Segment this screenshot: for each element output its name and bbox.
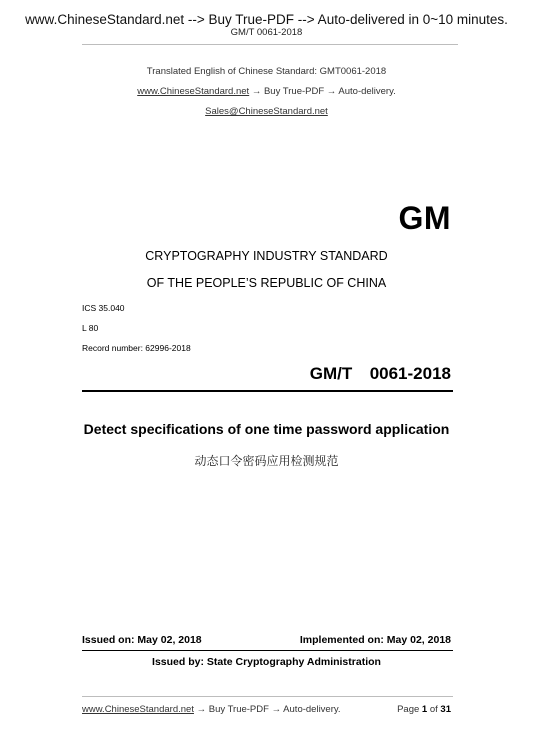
page-indicator: [397, 704, 451, 715]
standard-title-line1: CRYPTOGRAPHY INDUSTRY STANDARD: [145, 249, 388, 263]
dates-divider: [82, 650, 453, 651]
footer-link-line: [82, 704, 341, 715]
page-current: 1: [421, 704, 428, 715]
page-total: 31: [440, 704, 451, 715]
gm-mark: GM: [398, 200, 451, 236]
footer-divider: [82, 696, 453, 697]
document-title-en: Detect specifications of one time password application: [83, 421, 450, 437]
issued-by: Issued by: State Cryptography Administration: [152, 656, 381, 668]
issued-on: Issued on: May 02, 2018: [82, 634, 202, 646]
header-doc-code: GM/T 0061-2018: [230, 27, 303, 38]
site-suffix: → Buy True-PDF → Auto-delivery.: [249, 86, 396, 97]
email-link[interactable]: Sales@ChineseStandard.net: [205, 106, 328, 117]
page-of: of: [429, 704, 438, 715]
footer-site-suffix: → Buy True-PDF → Auto-delivery.: [193, 704, 341, 715]
site-link[interactable]: www.ChineseStandard.net: [137, 86, 250, 97]
email-line: [0, 106, 533, 117]
translated-line: Translated English of Chinese Standard: GMT0061-2018: [146, 66, 387, 77]
standard-code: GM/T 0061-2018: [309, 364, 451, 383]
record-number: Record number: 62996-2018: [82, 343, 191, 353]
footer-site-link[interactable]: www.ChineseStandard.net: [82, 704, 194, 715]
top-banner: www.ChineseStandard.net --> Buy True-PDF --> Auto-delivered in 0~10 minutes.: [25, 12, 508, 27]
standard-title-line2: OF THE PEOPLE’S REPUBLIC OF CHINA: [146, 276, 387, 290]
intro-link-line: [0, 86, 533, 97]
classification-code: L 80: [82, 323, 99, 333]
implemented-on: Implemented on: May 02, 2018: [299, 634, 451, 646]
ics-code: ICS 35.040: [82, 303, 125, 313]
document-title-cn: 动态口令密码应用检测规范: [194, 454, 339, 468]
header-divider: [82, 44, 458, 45]
code-divider: [82, 390, 453, 392]
page-label: Page: [397, 704, 420, 715]
